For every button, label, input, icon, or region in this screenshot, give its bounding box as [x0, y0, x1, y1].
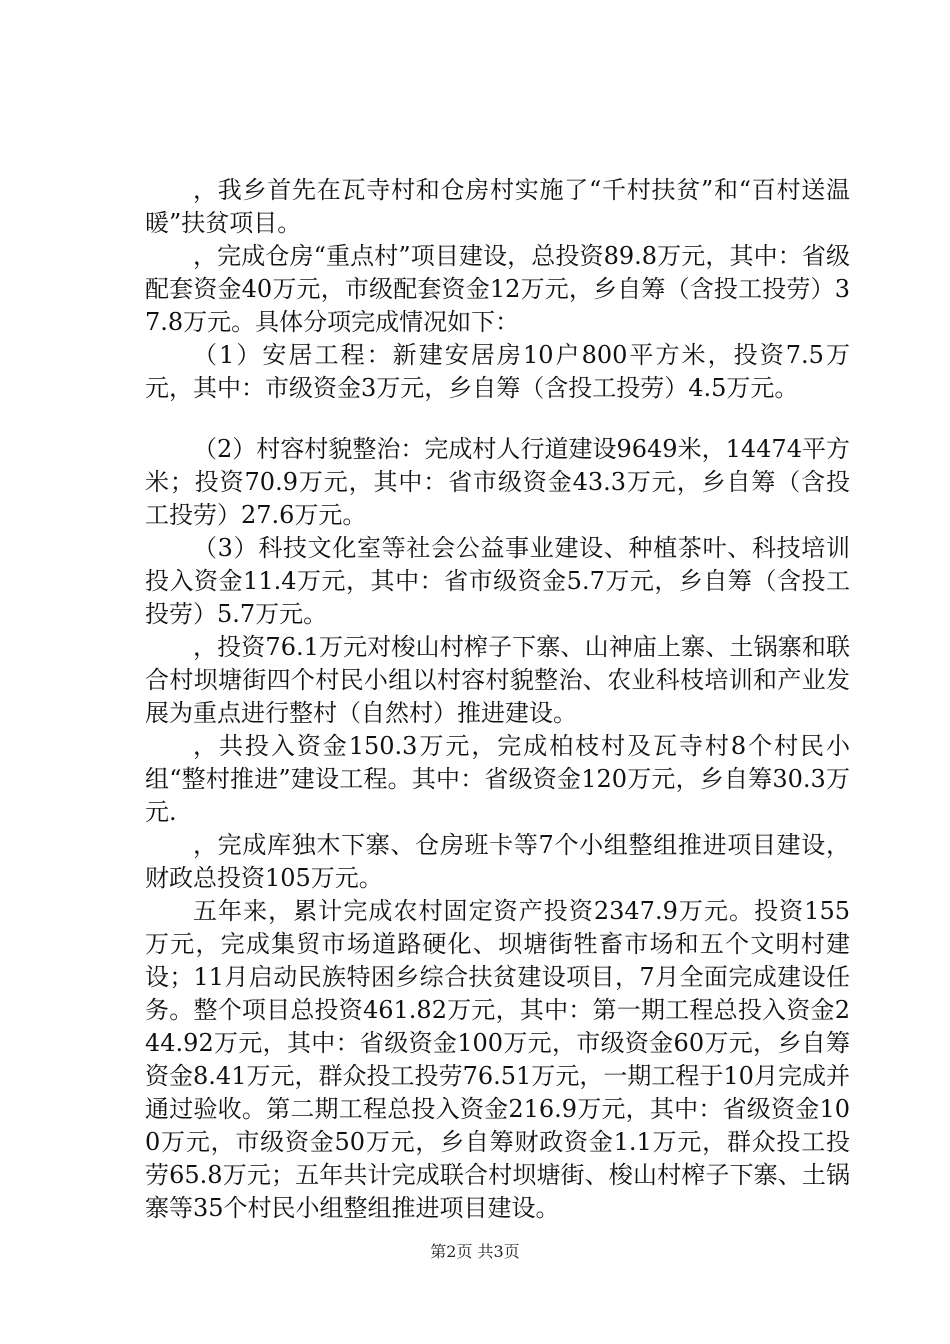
paragraph: ，共投入资金150.3万元，完成柏枝村及瓦寺村8个村民小组“整村推进”建设工程。其中：省级资金120万元，乡自筹30.3万元.: [145, 732, 850, 826]
paragraph: ，投资76.1万元对梭山村榨子下寨、山神庙上寨、土锅寨和联合村坝塘街四个村民小组以村容村貌整治、农业科枝培训和产业发展为重点进行整村（自然村）推进建设。: [145, 633, 850, 727]
paragraph: ，我乡首先在瓦寺村和仓房村实施了“千村扶贫”和“百村送温暖”扶贫项目。: [145, 176, 850, 237]
page-number-footer: 第2页 共3页: [430, 1242, 520, 1261]
paragraph: （3）科技文化室等社会公益事业建设、种植茶叶、科技培训投入资金11.4万元，其中：省市级资金5.7万元，乡自筹（含投工投劳）5.7万元。: [145, 534, 850, 628]
paragraph: ，完成库独木下寨、仓房班卡等7个小组整组推进项目建设，财政总投资105万元。: [145, 831, 850, 892]
paragraph: ，完成仓房“重点村”项目建设，总投资89.8万元，其中：省级配套资金40万元，市级配套资金12万元，乡自筹（含投工投劳）37.8万元。具体分项完成情况如下：: [145, 242, 850, 336]
paragraph: （1）安居工程：新建安居房10户800平方米，投资7.5万元，其中：市级资金3万元，乡自筹（含投工投劳）4.5万元。: [145, 341, 850, 402]
paragraph: （2）村容村貌整治：完成村人行道建设9649米，14474平方米；投资70.9万元，其中：省市级资金43.3万元，乡自筹（含投工投劳）27.6万元。: [145, 435, 850, 529]
document-body: [145, 174, 850, 1225]
paragraph: 五年来，累计完成农村固定资产投资2347.9万元。投资155万元，完成集贸市场道路硬化、坝塘街牲畜市场和五个文明村建设；11月启动民族特困乡综合扶贫建设项目，7月全面完成建设任务。整个项目总投资461.82万元，其中：第一期工程总投入资金244.92万元，其中：省级资金100万元，市级资金60万元，乡自筹资金8.41万元，群众投工投劳76.51万元，一期工程于10月完成并通过验收。第二期工程总投入资金216.9万元，其中：省级资金100万元，市级资金50万元，乡自筹财政资金1.1万元，群众投工投劳65.8万元；五年共计完成联合村坝塘街、梭山村榨子下寨、土锅寨等35个村民小组整组推进项目建设。: [145, 897, 850, 1222]
